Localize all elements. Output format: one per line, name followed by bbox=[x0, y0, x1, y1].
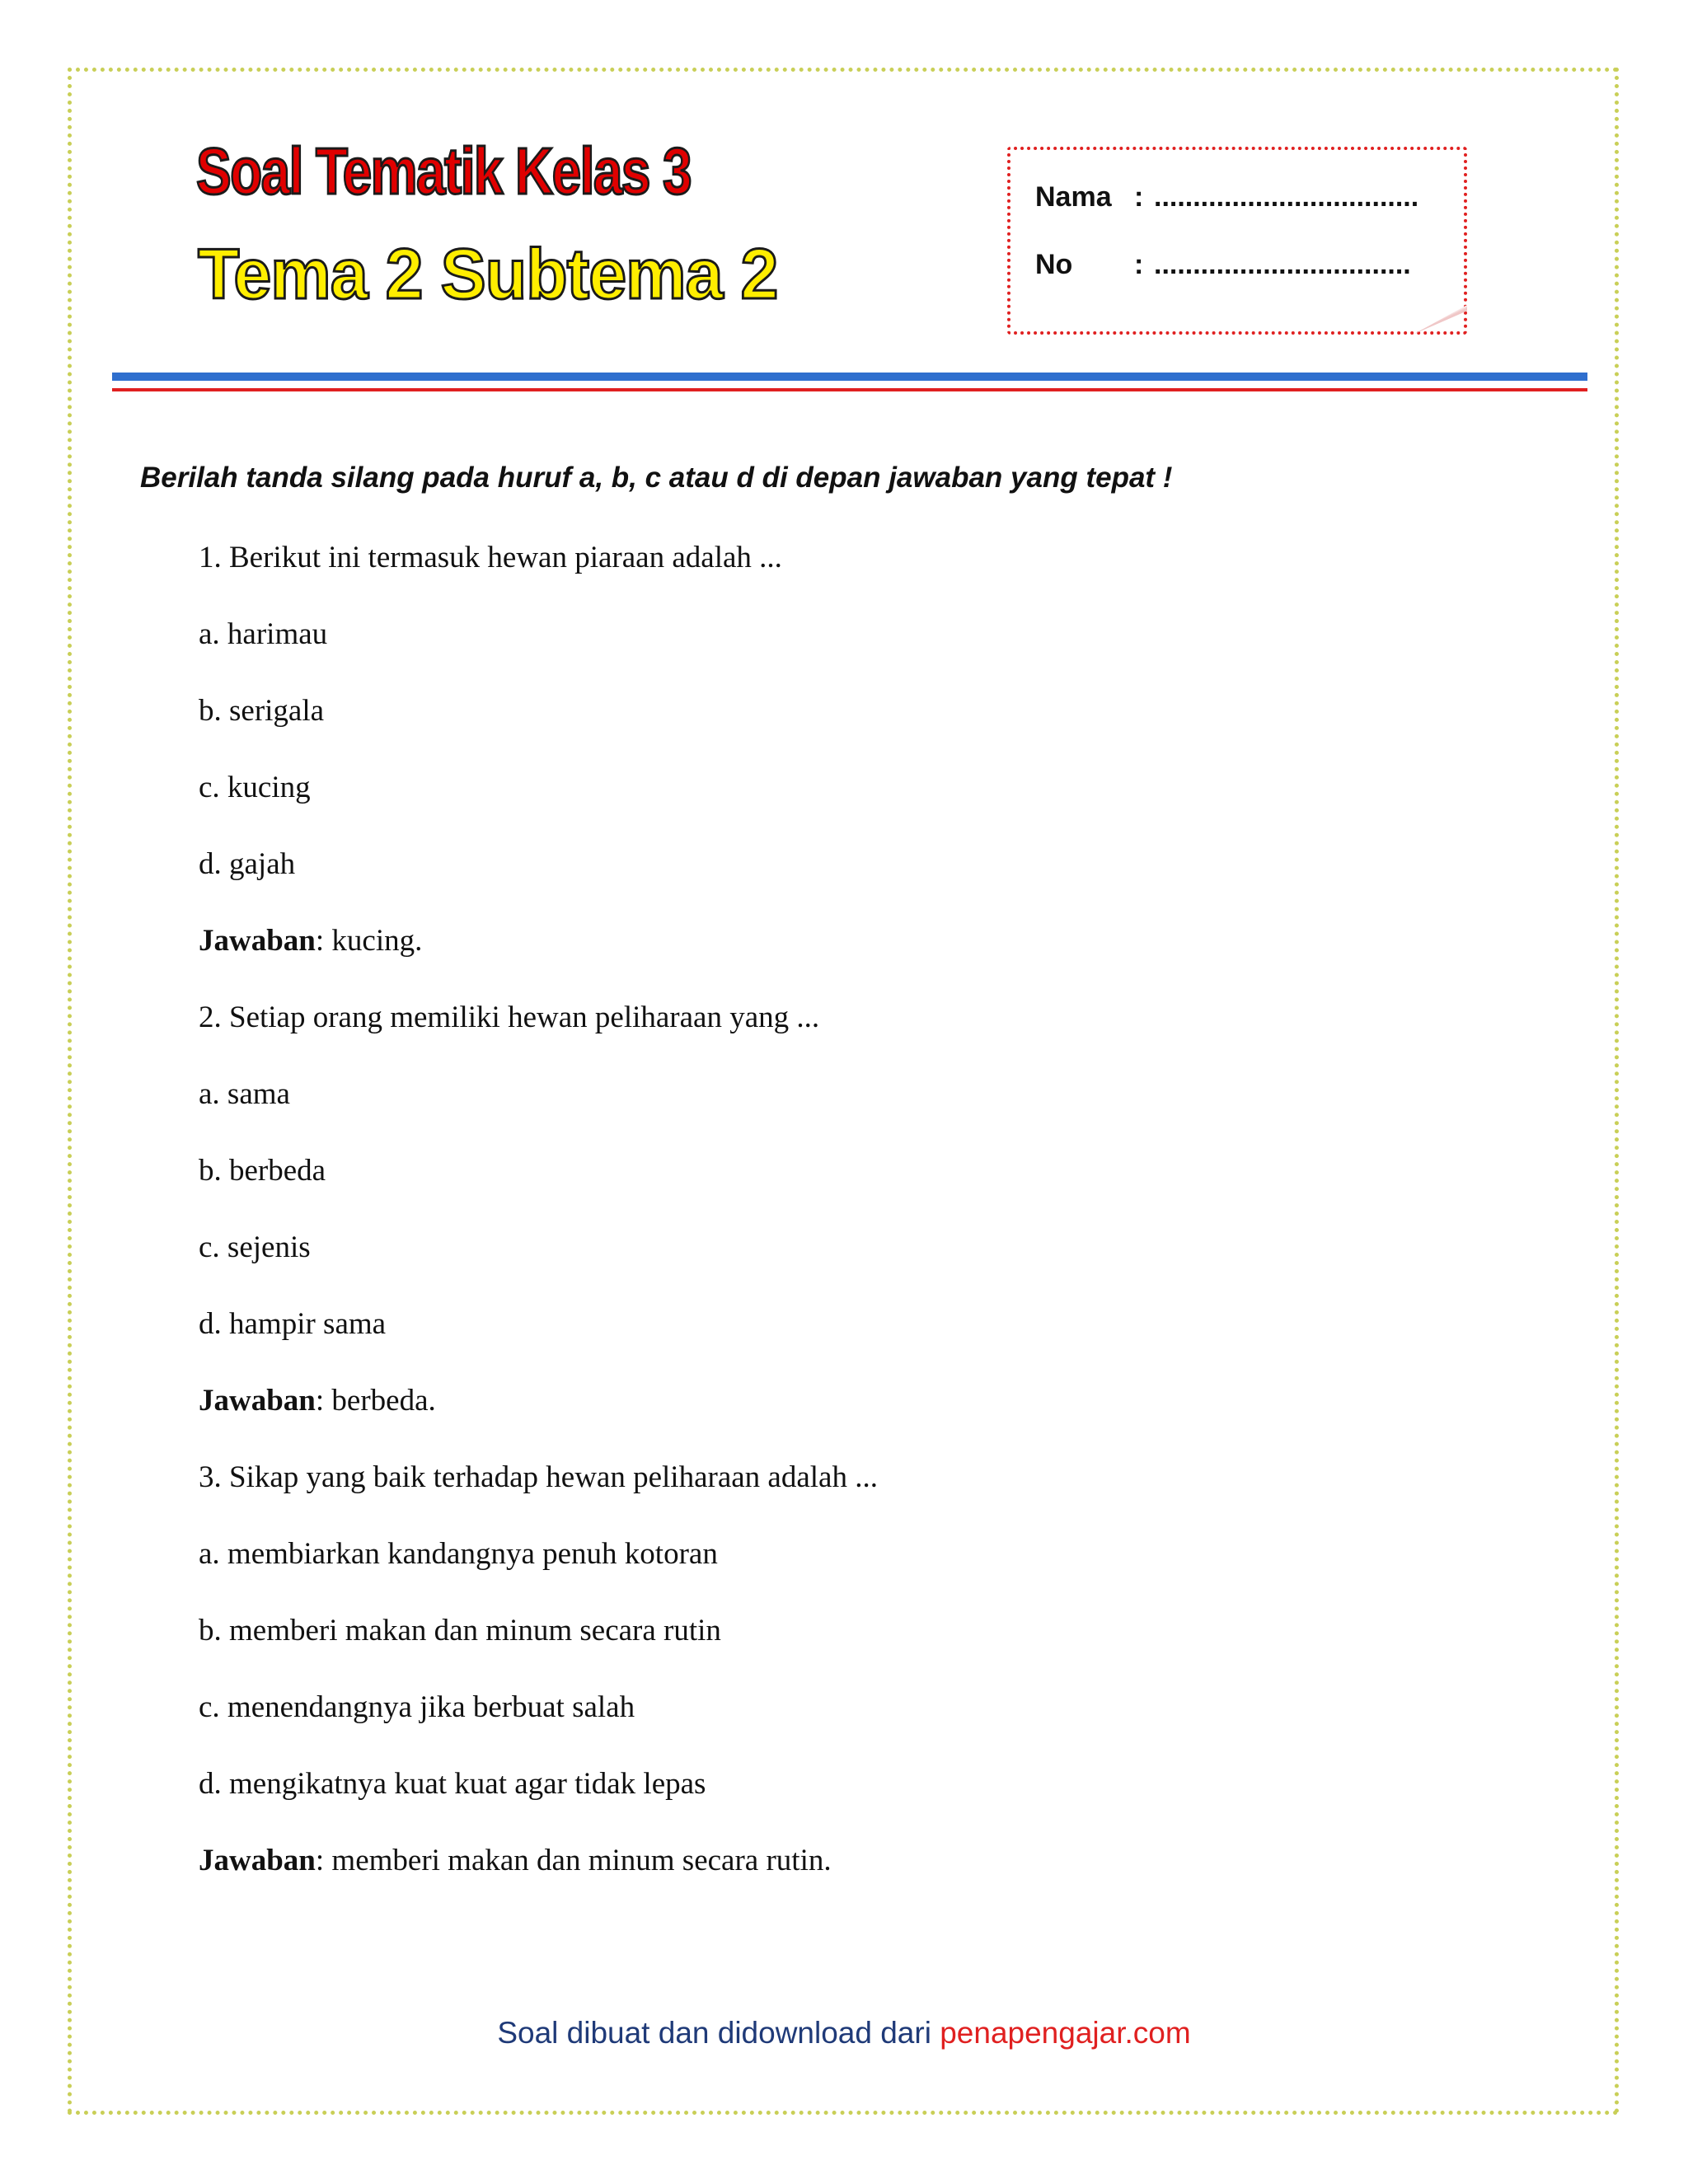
footer-site-link[interactable]: penapengajar.com bbox=[940, 2016, 1191, 2050]
footer-credit bbox=[0, 2018, 1688, 2048]
nama-label: Nama bbox=[1035, 181, 1112, 213]
answer-label: Jawaban bbox=[199, 1844, 316, 1877]
option-2b: b. berbeda bbox=[199, 1154, 326, 1188]
option-2c: c. sejenis bbox=[199, 1230, 311, 1264]
answer-1-text: : kucing. bbox=[315, 924, 423, 958]
option-3d: d. mengikatnya kuat kuat agar tidak lepas bbox=[199, 1767, 706, 1801]
answer-2 bbox=[199, 1385, 436, 1416]
divider-red bbox=[112, 388, 1587, 391]
no-blank: ................................. bbox=[1154, 249, 1411, 280]
option-3c: c. menendangnya jika berbuat salah bbox=[199, 1690, 635, 1724]
answer-2-text: : berbeda. bbox=[315, 1384, 436, 1418]
nama-row bbox=[1035, 183, 1418, 211]
divider-blue bbox=[112, 373, 1587, 381]
student-id-box bbox=[1007, 147, 1467, 335]
footer-text: Soal dibuat dan didownload dari bbox=[497, 2016, 940, 2050]
answer-label: Jawaban bbox=[199, 924, 316, 958]
title-line-2: Tema 2 Subtema 2 bbox=[198, 235, 778, 314]
instruction: Berilah tanda silang pada huruf a, b, c atau d di depan jawaban yang tepat ! bbox=[140, 462, 1173, 494]
option-3a: a. membiarkan kandangnya penuh kotoran bbox=[199, 1537, 718, 1571]
question-1: 1. Berikut ini termasuk hewan piaraan adalah ... bbox=[199, 541, 782, 574]
nama-blank: .................................. bbox=[1154, 181, 1419, 213]
no-label: No bbox=[1035, 249, 1073, 280]
question-2: 2. Setiap orang memiliki hewan peliharaan yang ... bbox=[199, 1001, 820, 1034]
nama-separator: : bbox=[1134, 181, 1144, 213]
no-separator: : bbox=[1134, 249, 1144, 280]
option-1a: a. harimau bbox=[199, 617, 328, 651]
option-1d: d. gajah bbox=[199, 847, 296, 881]
title-line-1: Soal Tematik Kelas 3 bbox=[196, 134, 691, 208]
option-3b: b. memberi makan dan minum secara rutin bbox=[199, 1614, 721, 1647]
option-2a: a. sama bbox=[199, 1077, 290, 1111]
question-3: 3. Sikap yang baik terhadap hewan peliharaan adalah ... bbox=[199, 1460, 878, 1494]
page-curl-icon bbox=[1413, 305, 1467, 335]
option-1b: b. serigala bbox=[199, 694, 325, 728]
answer-3 bbox=[199, 1845, 832, 1876]
answer-1 bbox=[199, 926, 422, 956]
option-1c: c. kucing bbox=[199, 771, 311, 804]
answer-label: Jawaban bbox=[199, 1384, 316, 1418]
answer-3-text: : memberi makan dan minum secara rutin. bbox=[315, 1844, 832, 1877]
no-row bbox=[1035, 251, 1411, 279]
option-2d: d. hampir sama bbox=[199, 1307, 387, 1341]
